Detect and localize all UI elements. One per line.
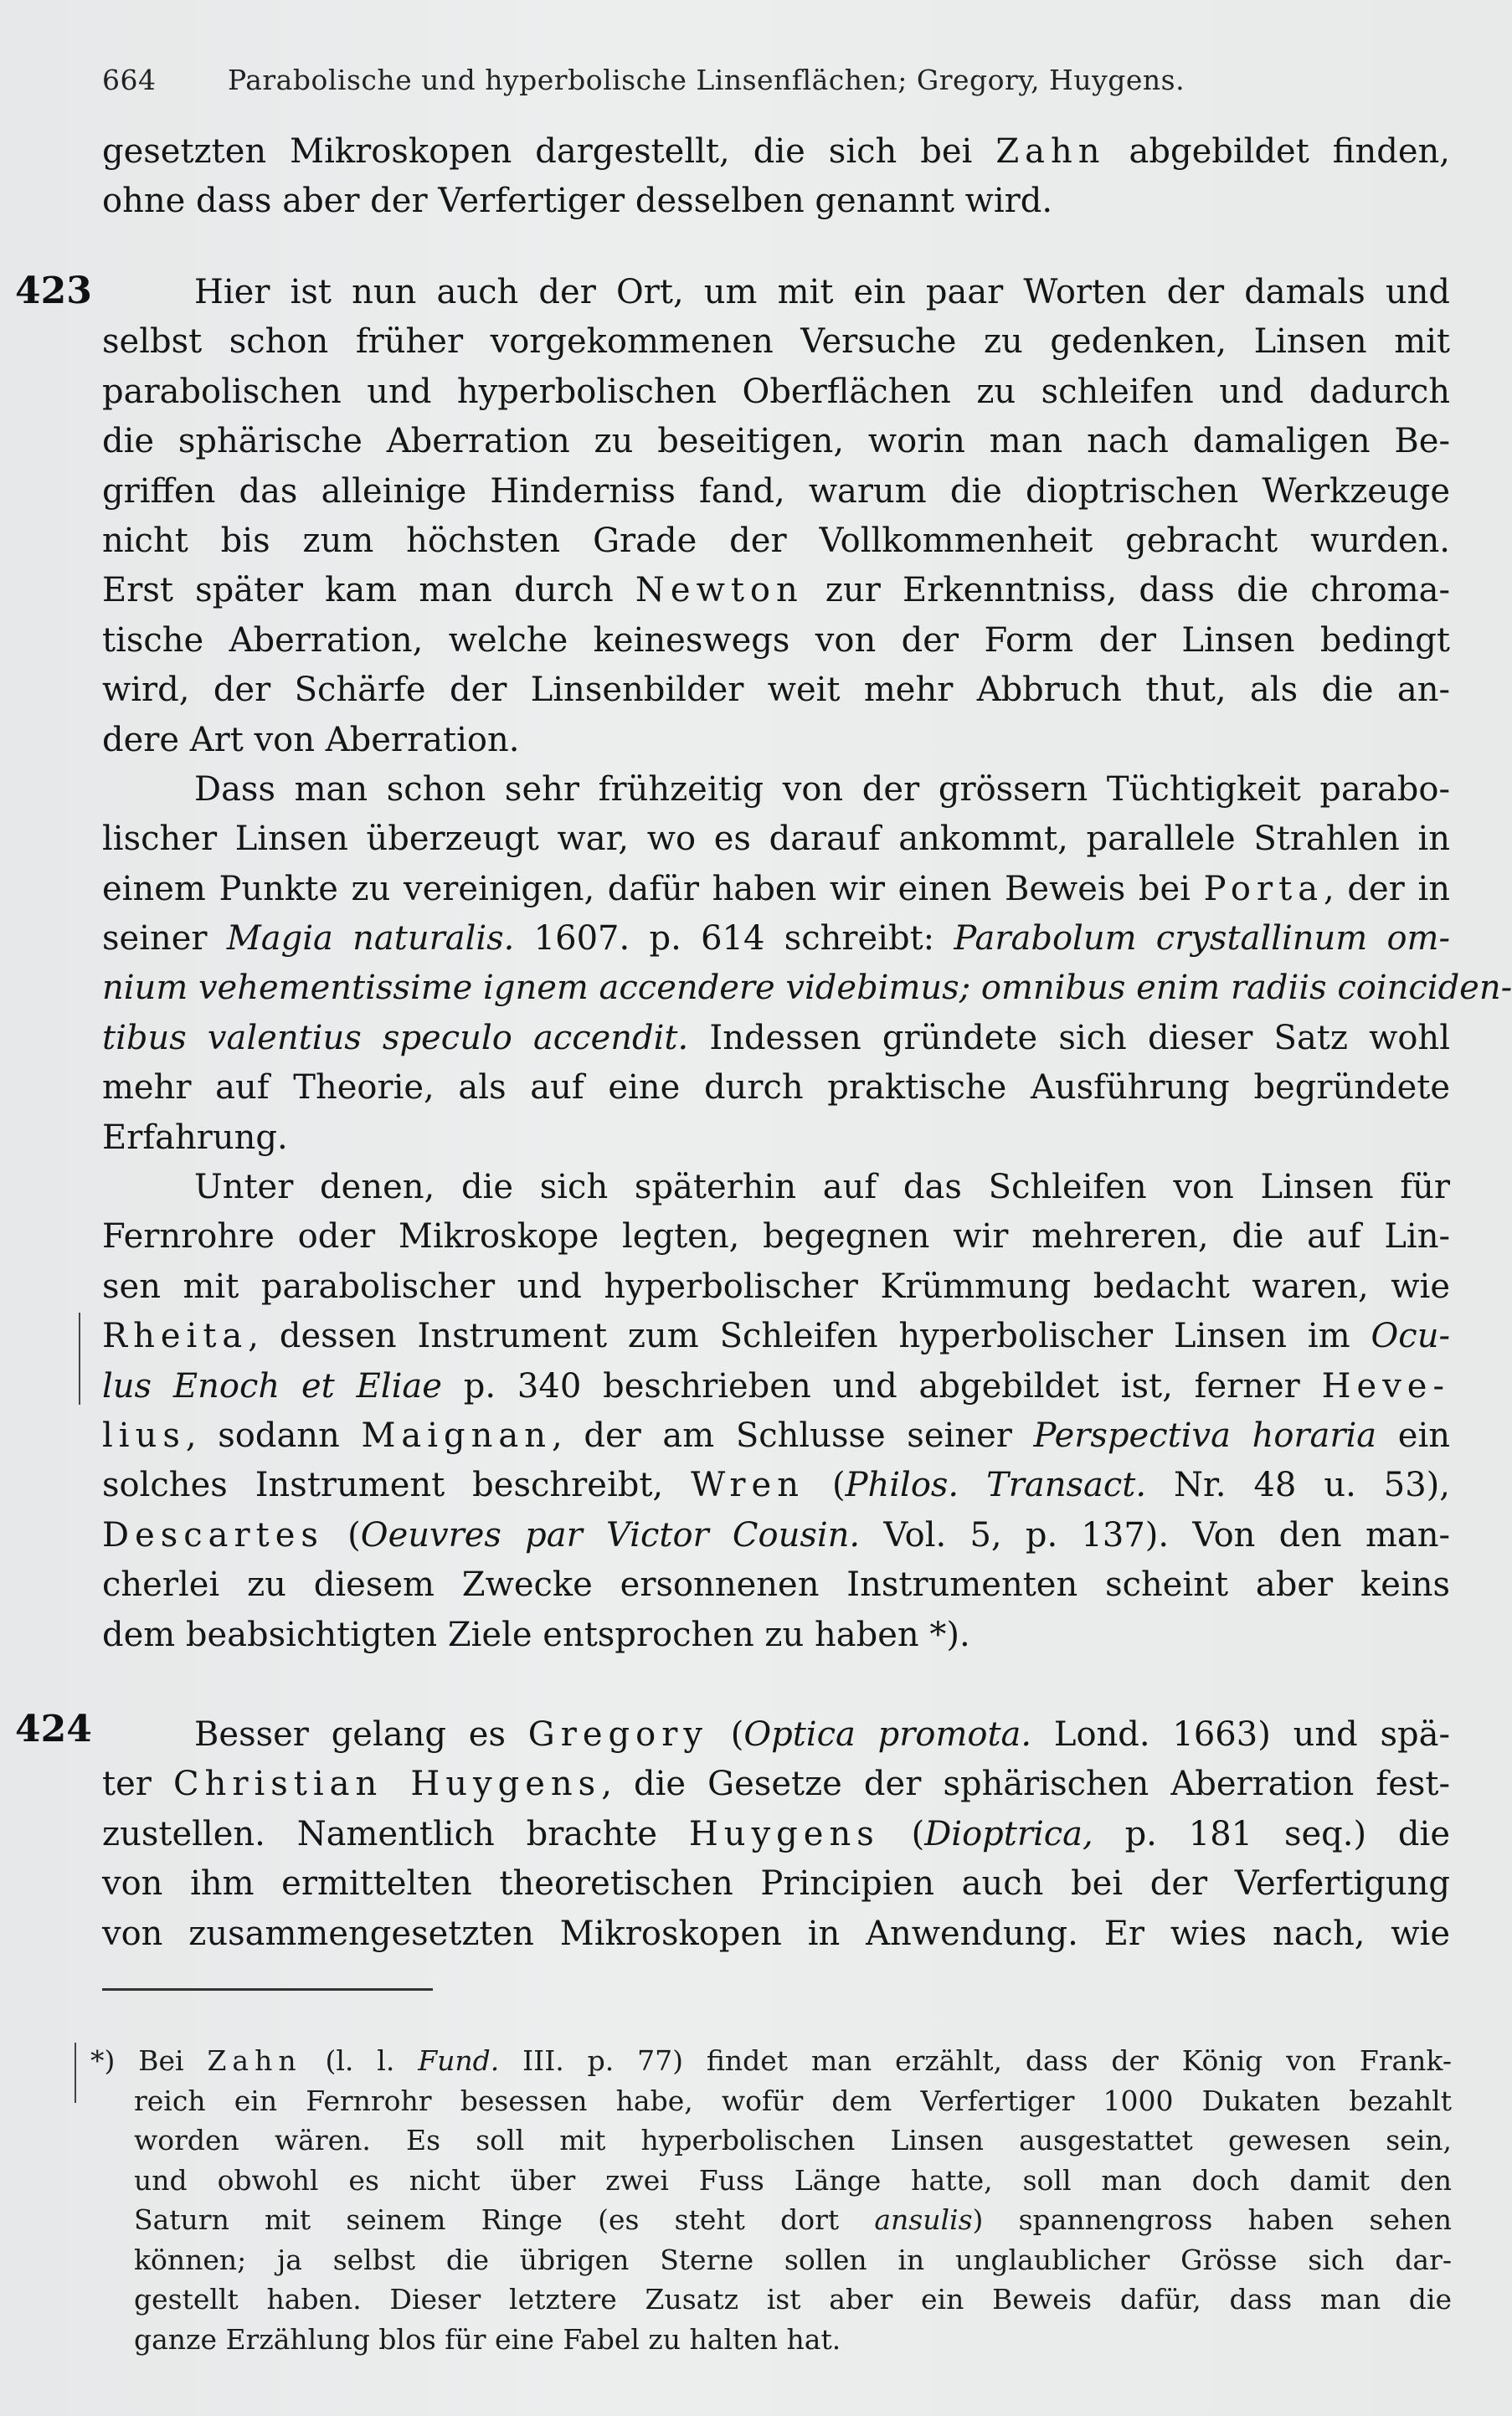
italic-citation: lus Enoch et Eliae (102, 1366, 442, 1406)
text-line (102, 177, 1450, 226)
text-run: nicht bis zum höchsten Grade der Vollkommenheit gebracht wurden. (102, 521, 1450, 560)
text-run: und obwohl es nicht über zwei Fuss Länge hatte, soll man doch damit den (134, 2163, 1452, 2197)
text-run: *) Bei (90, 2044, 208, 2077)
footnote-line (90, 2041, 1452, 2081)
paragraph-line (102, 1014, 1450, 1063)
italic-citation: ansulis (874, 2203, 973, 2236)
italic-citation: Perspectiva horaria (1033, 1416, 1377, 1455)
paragraph-line (102, 865, 1450, 914)
text-run: ( (707, 1715, 744, 1754)
footnote-line (134, 2280, 1452, 2320)
running-title: Parabolische und hyperbolische Linsenflächen; Gregory, Huygens. (228, 64, 1185, 96)
text-run: Vol. 5, p. 137). Von den man- (860, 1515, 1450, 1555)
paragraph-line (102, 417, 1450, 466)
paragraph-line (102, 368, 1450, 417)
text-run: parabolischen und hyperbolischen Oberflächen zu schleifen und dadurch (102, 372, 1450, 411)
paragraph-line (102, 1560, 1450, 1610)
italic-citation: tibus valentius speculo accendit. (102, 1018, 689, 1057)
italic-citation: Philos. Transact. (845, 1466, 1147, 1505)
section-424-text (102, 1710, 1450, 1959)
spaced-name: Porta (1203, 869, 1324, 908)
text-run: abgebildet finden, (1105, 132, 1451, 171)
text-run: lischer Linsen überzeugt war, wo es darauf ankommt, parallele Strahlen in (102, 820, 1450, 859)
text-run: , der am Schlusse seiner (552, 1416, 1034, 1455)
section-number-424: 424 (15, 1708, 92, 1750)
paragraph-line (102, 1113, 1450, 1163)
italic-citation: Optica promota. (743, 1715, 1032, 1754)
text-run: Lond. 1663) und spä- (1031, 1715, 1450, 1754)
text-run: selbst schon früher vorgekommenen Versuche zu gedenken, Linsen mit (102, 322, 1450, 362)
paragraph-line (102, 1163, 1450, 1212)
spaced-name: Zahn (995, 132, 1106, 171)
text-run: (l. l. (301, 2044, 419, 2077)
text-run: einem Punkte zu vereinigen, dafür haben wir einen Beweis bei (102, 869, 1204, 908)
text-run: Fernrohre oder Mikroskope legten, begegnen wir mehreren, die auf Lin- (102, 1217, 1450, 1257)
footnote-line (134, 2161, 1452, 2201)
italic-citation: Ocu- (1371, 1317, 1450, 1356)
italic-citation: Oeuvres par Victor Cousin. (360, 1515, 861, 1555)
text-line (102, 1859, 1450, 1909)
footnote-line (134, 2120, 1452, 2161)
text-run: sen mit parabolischer und hyperbolischer Krümmung bedacht waren, wie (102, 1267, 1450, 1306)
text-run: Dass man schon sehr frühzeitig von der grössern Tüchtigkeit parabo- (194, 769, 1450, 809)
paragraph-line (102, 1063, 1450, 1113)
text-run: , die Gesetze der sphärischen Aberration fest- (601, 1765, 1450, 1804)
text-run: ohne dass aber der Verfertiger desselben genannt wird. (102, 182, 1053, 221)
text-run: dere Art von Aberration. (102, 720, 520, 759)
text-run: ein (1376, 1416, 1451, 1455)
paragraph-line (102, 566, 1450, 615)
text-run: von ihm ermittelten theoretischen Principien auch bei der Verfertigung (102, 1864, 1450, 1904)
italic-citation: omnibus enim radiis coinciden- (980, 969, 1512, 1008)
italic-citation: Magia naturalis. (226, 919, 515, 959)
paragraph-line (102, 666, 1450, 715)
paragraph-line (102, 317, 1450, 367)
text-run: solches Instrument beschreibt, (102, 1466, 692, 1505)
margin-mark (79, 1313, 80, 1405)
spaced-name: Christian Huygens (172, 1765, 602, 1804)
text-line (102, 1710, 1450, 1760)
text-run: ganze Erzählung blos für eine Fabel zu halten hat. (134, 2322, 841, 2356)
text-run: Hier ist nun auch der Ort, um mit ein paar Worten der damals und (194, 273, 1450, 311)
paragraph-line (102, 1212, 1450, 1262)
paragraph-line (102, 914, 1450, 964)
text-run: zustellen. Namentlich brachte (102, 1814, 689, 1853)
text-run: , dessen Instrument zum Schleifen hyperbolischer Linsen im (248, 1317, 1371, 1356)
paragraph-line (102, 1511, 1450, 1560)
footnote-line (134, 2240, 1452, 2280)
text-run: seiner (102, 919, 227, 959)
paragraph-line (102, 1411, 1450, 1461)
spaced-name: Huygens (688, 1814, 880, 1853)
text-run: cherlei zu diesem Zwecke ersonnenen Instrumenten scheint aber keins (102, 1565, 1450, 1605)
text-run: gestellt haben. Dieser letztere Zusatz ist aber ein Beweis dafür, dass man die (134, 2283, 1452, 2316)
paragraph-line (102, 1461, 1450, 1510)
paragraph-line (102, 1262, 1450, 1312)
paragraph-line (102, 815, 1450, 864)
text-run: tische Aberration, welche keineswegs von der Form der Linsen bedingt (102, 620, 1450, 660)
text-run: griffen das alleinige Hinderniss fand, warum die dioptrischen Werkzeuge (102, 471, 1450, 511)
text-line (102, 1810, 1450, 1859)
spaced-name: Maignan (361, 1416, 553, 1455)
text-run: Besser gelang es (194, 1715, 528, 1754)
continuation-text (102, 127, 1450, 227)
spaced-name: Wren (691, 1466, 805, 1505)
spaced-name: lius (102, 1416, 186, 1455)
text-run: ( (879, 1814, 925, 1853)
text-run: reich ein Fernrohr besessen habe, wofür dem Verfertiger 1000 Dukaten bezahlt (134, 2084, 1452, 2117)
text-run: p. 181 seq.) die (1093, 1814, 1450, 1853)
italic-citation: Fund. (418, 2044, 500, 2077)
text-run: zur Erkenntniss, dass die chroma- (803, 571, 1450, 610)
spaced-name: Zahn (207, 2044, 302, 2077)
text-run: 1607. p. 614 schreibt: (514, 919, 954, 959)
spaced-name: Newton (635, 571, 804, 610)
paragraph-line (102, 1362, 1450, 1411)
text-run (970, 969, 981, 1007)
text-run: Erfahrung. (102, 1118, 288, 1157)
text-run: ( (804, 1466, 846, 1505)
text-run: dem beabsichtigten Ziele entsprochen zu haben *). (102, 1615, 970, 1654)
text-run: Saturn mit seinem Ringe (es steht dort (134, 2203, 875, 2236)
text-run: können; ja selbst die übrigen Sterne sollen in unglaublicher Grösse sich dar- (134, 2243, 1452, 2276)
text-run: Indessen gründete sich dieser Satz wohl (688, 1018, 1450, 1057)
text-run: wird, der Schärfe der Linsenbilder weit mehr Abbruch thut, als die an- (102, 671, 1450, 710)
text-run: , der in (1324, 869, 1450, 908)
footnote-line (134, 2081, 1452, 2121)
text-run: worden wären. Es soll mit hyperbolischen Linsen ausgestattet gewesen sein, (134, 2124, 1452, 2156)
text-run: ter (102, 1765, 173, 1804)
text-run: Nr. 48 u. 53), (1146, 1466, 1450, 1505)
spaced-name: Heve- (1321, 1366, 1450, 1406)
footnote (90, 2041, 1453, 2359)
italic-citation: nium vehementissime ignem accendere videbimus; (102, 969, 971, 1008)
paragraph-line (102, 1312, 1450, 1361)
margin-mark-footnote (75, 2043, 76, 2103)
text-run: ( (323, 1515, 361, 1555)
paragraph-line (102, 268, 1450, 317)
text-run: die sphärische Aberration zu beseitigen, worin man nach damaligen Be- (102, 422, 1450, 461)
section-number-423: 423 (15, 270, 92, 312)
text-run: p. 340 beschrieben und abgebildet ist, ferner (441, 1366, 1322, 1406)
text-run: Unter denen, die sich späterhin auf das Schleifen von Linsen für (194, 1168, 1450, 1207)
text-run: von zusammengesetzten Mikroskopen in Anwendung. Er wies nach, wie (102, 1914, 1450, 1953)
paragraph-line (102, 716, 1450, 765)
italic-citation: Dioptrica, (924, 1814, 1093, 1853)
paragraph-line (102, 964, 1512, 1013)
text-line (102, 127, 1450, 177)
paragraph-line (102, 1611, 1450, 1660)
text-run: gesetzten Mikroskopen dargestellt, die sich bei (102, 132, 996, 171)
text-line (102, 1910, 1450, 1959)
text-run: ) spannengross haben sehen (972, 2203, 1453, 2236)
spaced-name: Rheita (102, 1317, 249, 1356)
paragraph-line (102, 467, 1450, 517)
spaced-name: Descartes (102, 1515, 324, 1555)
page-number: 664 (102, 64, 157, 96)
italic-citation: Parabolum crystallinum om- (954, 919, 1450, 959)
footnote-line (134, 2320, 1452, 2360)
spaced-name: Gregory (527, 1715, 708, 1754)
paragraph-line (102, 616, 1450, 666)
text-run: Erst später kam man durch (102, 571, 635, 610)
text-line (102, 1760, 1450, 1809)
running-head (102, 64, 1375, 96)
footnote-line (134, 2200, 1452, 2240)
text-run: mehr auf Theorie, als auf eine durch praktische Ausführung begründete (102, 1068, 1450, 1108)
text-run: , sodann (185, 1416, 362, 1455)
paragraph-line (102, 517, 1450, 566)
paragraph-line (102, 765, 1450, 815)
text-run: III. p. 77) findet man erzählt, dass der König von Frank- (499, 2044, 1452, 2077)
footnote-rule (102, 1988, 433, 1991)
section-423-text (102, 268, 1512, 1660)
